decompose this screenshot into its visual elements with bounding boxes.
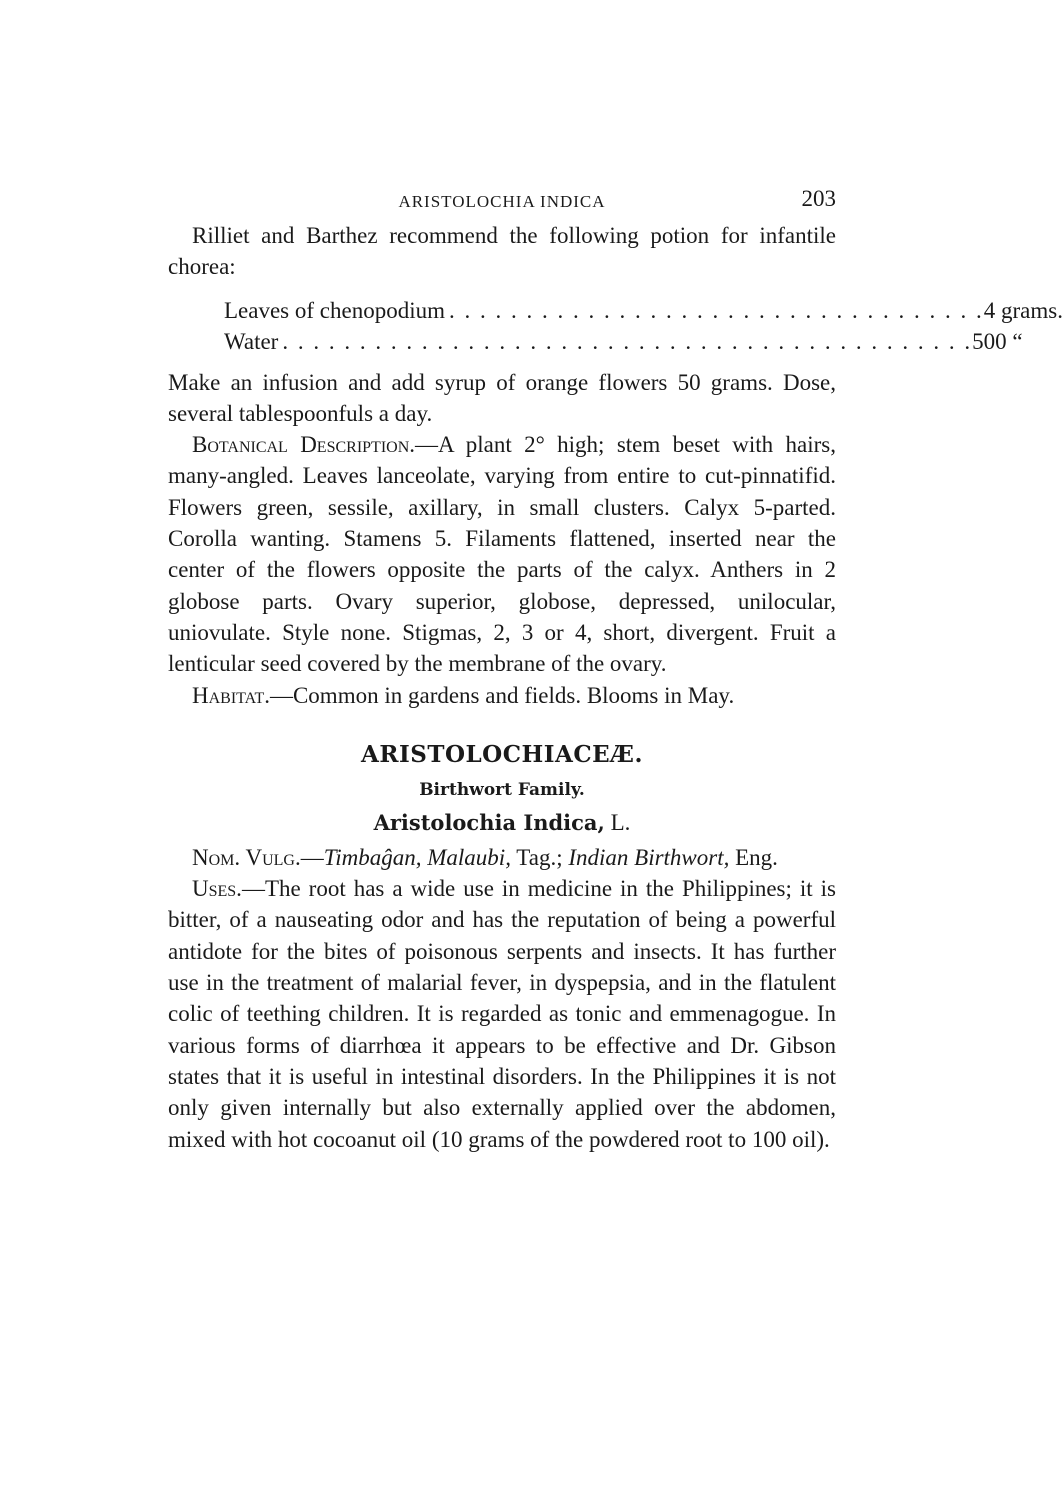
leader-dots: . . . . . . . . . . . . . . . . . . . . . . . . . . . . . . . . . . . — [448, 297, 984, 323]
formula-ingredient: Leaves of chenopodium — [224, 297, 445, 323]
botanical-label: Botanical Description. — [192, 432, 416, 458]
species-authority: L. — [610, 809, 631, 835]
formula-row — [224, 326, 1023, 357]
running-head — [168, 180, 836, 220]
uses-paragraph — [168, 873, 836, 1155]
infusion-paragraph: Make an infusion and add syrup of orange flowers 50 grams. Dose, several tablespoonfuls a day. — [168, 369, 836, 426]
english-name: Indian Birthwort, — [568, 844, 730, 870]
habitat-text: —Common in gardens and fields. Blooms in May. — [269, 682, 735, 708]
book-page — [168, 180, 1063, 1155]
habitat-label: Habitat. — [192, 682, 270, 708]
formula-quantity: 500 “ — [972, 328, 1023, 354]
vernacular-name: Timbaĝan, — [323, 844, 422, 870]
page-number: 203 — [801, 186, 836, 211]
vernacular-name: Malaubi, — [427, 844, 511, 870]
uses-label: Uses. — [192, 876, 242, 902]
species-heading — [168, 810, 836, 836]
nom-vulg-label: Nom. Vulg. — [192, 844, 301, 870]
language-tag: Tag.; — [516, 844, 563, 870]
running-title: ARISTOLOCHIA INDICA — [398, 192, 606, 211]
species-name: Aristolochia Indica, — [373, 809, 605, 835]
botanical-text: —A plant 2° high; stem beset with hairs, many-angled. Leaves lanceolate, varying from entire to cut-pinnatifid. Flowers green, sessile, axillary, in small clusters. Calyx 5-parted. Corolla wanting. Stamens 5. Filaments flattened, inserted near the center of the flowers opposite the parts of the calyx. Anthers in 2 globose parts. Ovary superior, globose, depressed, unilocular, uniovulate. Style none. Stigmas, 2, 3 or 4, short, divergent. Fruit a lenticular seed covered by the membrane of the ovary. — [168, 432, 836, 677]
intro-paragraph: Rilliet and Barthez recommend the following potion for infantile chorea: — [168, 223, 836, 280]
language-eng: Eng. — [735, 844, 778, 870]
family-common-name: Birthwort Family. — [419, 779, 585, 800]
nom-vulg-dash: — — [300, 844, 324, 870]
nom-vulg-paragraph — [168, 842, 836, 873]
formula-row — [224, 295, 1063, 326]
formula-ingredient: Water — [224, 328, 279, 354]
formula-quantity: 4 grams. — [983, 297, 1063, 323]
family-heading: ARISTOLOCHIACEÆ. — [361, 740, 643, 768]
uses-text: —The root has a wide use in medicine in the Philippines; it is bitter, of a nauseating odor and has the reputation of being a powerful antidote for the bites of poisonous serpents and insects. It has further use in the treatment of malarial fever, in dyspepsia, and in the flatulent colic of teething children. It is regarded as tonic and emmenagogue. In various forms of diarrhœa it appears to be effective and Dr. Gibson states that it is useful in intestinal disorders. In the Philippines it is not only given internally but also externally applied over the abdomen, mixed with hot cocoanut oil (10 grams of the powdered root to 100 oil). — [168, 876, 836, 1152]
formula — [224, 295, 1063, 357]
leader-dots: . . . . . . . . . . . . . . . . . . . . . . . . . . . . . . . . . . . . . . . . . . . . . — [282, 328, 973, 354]
botanical-description-paragraph — [168, 429, 836, 679]
habitat-paragraph — [168, 680, 836, 711]
